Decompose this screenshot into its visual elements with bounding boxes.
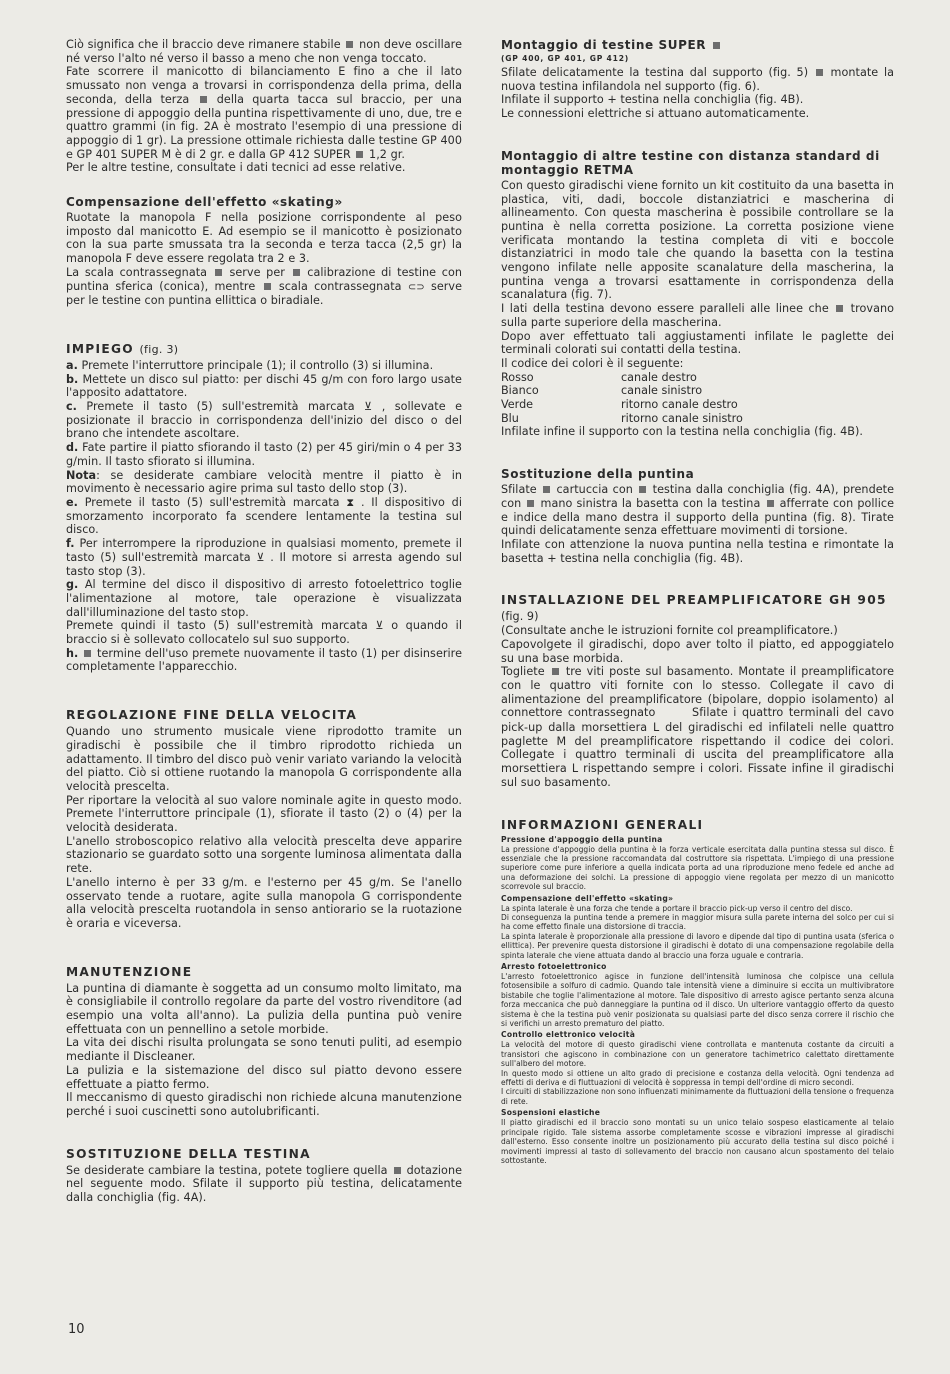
super-paragraph: Infilate il supporto + testina nella conchiglia (fig. 4B).: [501, 93, 804, 107]
velocita-paragraph: L'anello interno è per 33 g/m. e l'esterno per 45 g/m. Se l'anello osservato tende a ruotare, agite sulla manopola G corrispondente alla velocità prescelta ruotandola in senso antiorario se la ruotazione è oraria e viceversa.: [66, 875, 462, 930]
puntina-paragraph: Infilate con attenzione la nuova puntina nella testina e rimontate la basetta + testina nella conchiglia (fig. 4B).: [501, 537, 894, 565]
manutenzione-paragraph: La vita dei dischi risulta prolungata se sono tenuti puliti, ad esempio mediante il Discleaner.: [66, 1036, 462, 1064]
section-title-manutenzione: MANUTENZIONE: [66, 964, 193, 979]
square-marker-icon: [293, 269, 300, 276]
color-code-row: Bianco canale sinistro: [501, 384, 703, 398]
manutenzione-paragraph: La puntina di diamante è soggetta ad un consumo molto limitato, ma è consigliabile il controllo regolare da parte del vostro rivenditore (ad esempio una volta all'anno). La pulizia della puntina può venire effettuata con un pennellino a setole morbide.: [66, 981, 462, 1036]
super-paragraph: Le connessioni elettriche si attuano automaticamente.: [501, 107, 810, 121]
preamp-fig: (fig. 9): [501, 610, 539, 624]
section-title-impiego: IMPIEGO (fig. 3): [66, 341, 179, 356]
info-subtitle: Controllo elettronico velocità: [501, 1030, 636, 1040]
super-paragraph: Sfilate delicatamente la testina dal supporto (fig. 5) montate la nuova testina infilandola nel supporto (fig. 6).: [501, 66, 895, 93]
square-marker-icon: [215, 269, 222, 276]
section-subtitle-super: (GP 400, GP 401, GP 412): [501, 54, 630, 63]
skating-paragraph: La scala contrassegnata serve per calibrazione di testine con puntina sferica (conica), mentre scala contrassegnata ⊂⊃ serve per le testine con puntina ellittica o biradiale.: [66, 265, 463, 308]
velocita-paragraph: Per riportare la velocità al suo valore nominale agite in questo modo. Premete l'interruttore principale (1), sfiorate il tasto (2) o (4) per la velocità desiderata.: [66, 793, 462, 835]
square-marker-icon: [527, 500, 534, 507]
info-paragraph: La pressione d'appoggio della puntina è la forza verticale esercitata dalla puntina stessa sul disco. È essenziale che la pressione raccomandata dal costruttore sia rispettata. L'impiego di una pressione superiore come pure inferiore a quella indicata porta ad una riproduzione meno fedele ed anche ad una deformazione dei solchi. La pressione di appoggio viene regolata per mezzo di un manicotto scorrevole sul braccio.: [501, 844, 894, 892]
ellipse-marker-icon: ⊂⊃: [407, 281, 425, 293]
section-title-preamp: INSTALLAZIONE DEL PREAMPLIFICATORE GH 905: [501, 593, 887, 608]
right-column: [501, 38, 894, 1165]
info-paragraph: La spinta laterale è una forza che tende a portare il braccio pick-up verso il centro del disco. Di conseguenza la puntina tende a premere in maggior misura sulla parete interna del solco per cui si ha come effetto finale una distorsione di traccia. La spinta laterale è proporzionale alla pressione di lavoro e dipende dal tipo di puntina usata (sferica o ellittica). Per prevenire questa distorsione il giradischi è dotato di una compensazione regolabile della spinta laterale che viene attuata dando al braccio una forza uguale e contraria.: [501, 903, 894, 960]
impiego-item: e. Premete il tasto (5) sull'estremità marcata ⧗ . Il dispositivo di smorzamento incorporato fa scendere lentamente la testina sul disco.: [66, 495, 462, 537]
section-title-skating: Compensazione dell'effetto «skating»: [66, 195, 343, 210]
retma-paragraph: I lati della testina devono essere paralleli alle linee che trovano sulla parte superiore della mascherina.: [501, 302, 895, 329]
puntina-paragraph: Sfilate cartuccia con testina dalla conchiglia (fig. 4A), prendete con mano sinistra la basetta con la testina afferrate con pollice e indice della mano destra il supporto della puntina (fig. 8). Tirate quindi delicatamente senza effettuare movimenti di torsione.: [501, 483, 895, 538]
page-number: 10: [68, 1322, 85, 1337]
square-marker-icon: [543, 486, 550, 493]
impiego-item: b. Mettete un disco sul piatto: per dischi 45 g/m con foro largo usate l'apposito adattatore.: [66, 372, 462, 400]
section-title-retma: Montaggio di altre testine con distanza standard di montaggio RETMA: [501, 148, 880, 177]
section-title-testina: SOSTITUZIONE DELLA TESTINA: [66, 1146, 311, 1161]
square-marker-icon: [552, 668, 559, 675]
square-marker-icon: [356, 151, 363, 158]
retma-paragraph: Con questo giradischi viene fornito un kit costituito da una basetta in plastica, viti, dadi, boccole distanziatrici e mascherina di allineamento. Con questa mascherina è possibile controllare se la puntina è nella corretta posizione. La corretta posizione viene verificata montando la testina completa di viti e boccole distanziatrici in modo tale che quando la basetta con la testina vengono infilate nelle apposite scanalature della mascherina, la puntina venga a trovarsi esattamente in corrispondenza della scanalatura (fig. 7).: [501, 178, 894, 302]
intro-paragraph: Per le altre testine, consultate i dati tecnici ad esse relative.: [66, 161, 406, 175]
impiego-item: a. Premete l'interruttore principale (1); il controllo (3) si illumina.: [66, 358, 434, 372]
manutenzione-paragraph: Il meccanismo di questo giradischi non richiede alcuna manutenzione perché i suoi cuscinetti sono autolubrificanti.: [66, 1091, 462, 1118]
velocita-paragraph: L'anello stroboscopico relativo alla velocità prescelta deve apparire stazionario se guardato sotto una sorgente luminosa alimentata dalla rete.: [66, 834, 462, 876]
info-paragraph: La velocità del motore di questo giradischi viene controllata e mantenuta costante da circuiti a transistori che agiscono in combinazione con un generatore tachimetrico calettato direttamente sull'albero del motore. In questo modo si ottiene un alto grado di precisione e costanza della velocità. Ogni tendenza ad effetti di deriva e di fluttuazioni di velocità è soppressa in tempi dell'ordine di micro secondi. I circuiti di stabilizzazione non sono influenzati minimamente da fluttuazioni della tensione o frequenza di rete.: [501, 1040, 894, 1106]
square-marker-icon: [816, 69, 823, 76]
color-code-table: [501, 371, 894, 426]
connector-symbol-icon: [661, 708, 687, 719]
info-paragraph: L'arresto fotoelettronico agisce in funzione dell'intensità luminosa che colpisce una cellula fotosensibile a solfuro di cadmio. Quando tale intensità viene a diminuire si eccita un multivibratore bistabile che toglie l'alimentazione al motore. Tale dispositivo di arresto agisce pertanto senza alcuna forza meccanica che può danneggiare la puntina od il disco. Un ulteriore vantaggio offerto da questo sistema è che la testina può venir posizionata su qualsiasi parte del disco senza correre il rischio che si verifichi un arresto prematuro del piatto.: [501, 972, 894, 1029]
square-marker-icon: [264, 283, 271, 290]
square-marker-icon: [836, 305, 843, 312]
retma-paragraph: Dopo aver effettuato tali aggiustamenti infilate le paglette dei terminali colorati sui contatti della testina.: [501, 329, 894, 357]
intro-paragraph: Ciò significa che il braccio deve rimanere stabile non deve oscillare né verso l'alto né verso il basso a meno che non venga toccato.: [66, 38, 463, 65]
retma-paragraph: Il codice dei colori è il seguente:: [501, 356, 684, 370]
info-subtitle: Compensazione dell'effetto «skating»: [501, 893, 674, 903]
preamp-paragraph: Togliete tre viti poste sul basamento. Montate il preamplificatore con le quattro viti fornite con lo stesso. Collegate il cavo di alimentazione del preamplificatore (bipolare, doppio isolamento) al connettore contrassegnato Sfilate i quattro terminali del cavo pick-up dalla morsettiera L del giradischi ed infilateli nelle quattro paglette M del preamplificatore rispettando il codice dei colori. Collegate i quattro terminali di uscita del preamplificatore alla morsettiera L rispettando sempre i colori. Fissate infine il giradischi sul suo basamento.: [501, 665, 895, 789]
impiego-note: Nota: se desiderate cambiare velocità mentre il piatto è in movimento è necessario agire prima sul tasto dello stop (3).: [66, 468, 462, 496]
section-title-velocita: REGOLAZIONE FINE DELLA VELOCITA: [66, 708, 358, 723]
impiego-item: h. termine dell'uso premete nuovamente il tasto (1) per disinserire completamente l'apparecchio.: [66, 646, 463, 674]
velocita-paragraph: Quando uno strumento musicale viene riprodotto tramite un giradischi è possibile che il timbro riprodotto richieda un adattamento. Il timbro del disco può venir variato variando la velocità del piatto. Ciò si ottiene ruotando la manopola G corrispondente alla velocità prescelta.: [66, 725, 462, 793]
intro-paragraph: Fate scorrere il manicotto di bilanciamento E fino a che il lato smussato non venga a trovarsi in corrispondenza della prima, della seconda, della terza della quarta tacca sul braccio, per una pressione di appoggio della puntina rispettivamente di uno, due, tre e quattro grammi (in fig. 2A è mostrato l'esempio di una pressione di appoggio di 1 gr). La pressione ottimale richiesta dalle testine GP 400 e GP 401 SUPER M è di 2 gr. e dalla GP 412 SUPER 1,2 gr.: [66, 65, 463, 161]
impiego-item: g. Al termine del disco il dispositivo di arresto fotoelettrico toglie l'alimentazione al motore, tale operazione è visualizzata dall'illuminazione del tasto stop.: [66, 578, 462, 619]
info-subtitle: Arresto fotoelettronico: [501, 962, 607, 971]
square-marker-icon: [639, 486, 646, 493]
info-small-print: [501, 835, 894, 1166]
square-marker-icon: [767, 500, 774, 507]
impiego-item: f. Per interrompere la riproduzione in qualsiasi momento, premete il tasto (5) sull'estremità marcata ⊻ . Il motore si arresta agendo sul tasto stop (3).: [66, 537, 462, 578]
section-title-info: INFORMAZIONI GENERALI: [501, 817, 704, 832]
preamp-paragraph: Capovolgete il giradischi, dopo aver tolto il piatto, ed appoggiatelo su una base morbida.: [501, 637, 894, 665]
section-title-super: Montaggio di testine SUPER: [501, 38, 894, 52]
impiego-item: d. Fate partire il piatto sfiorando il tasto (2) per 45 giri/min o 4 per 33 g/min. Il tasto sfiorato si illumina.: [66, 441, 462, 468]
impiego-item: c. Premete il tasto (5) sull'estremità marcata ⊻ , sollevate e posizionate il braccio in corrispondenza dell'inizio del disco o del brano che intendete ascoltare.: [66, 400, 463, 441]
preamp-paragraph: (Consultate anche le istruzioni fornite col preamplificatore.): [501, 624, 838, 638]
left-column: [66, 38, 462, 1205]
color-code-row: Verde ritorno canale destro: [501, 398, 738, 412]
skating-paragraph: Ruotate la manopola F nella posizione corrispondente al peso imposto dal manicotto E. Ad esempio se il manicotto è posizionato con la sua parte smussata tra la seconda e terza tacca (2,5 gr) la manopola F deve essere regolata tra 2 e 3.: [66, 211, 462, 266]
info-paragraph: Il piatto giradischi ed il braccio sono montati su un unico telaio sospeso elasticamente al telaio principale rigido. Tale sistema assorbe completamente scosse e vibrazioni impresse al giradischi dall'esterno. Esso consente inoltre un posizionamento più accurato della testina sul disco poiché i movimenti impressi al tasto di sollevamento del braccio non causano alcun spostamento del telaio sottostante.: [501, 1118, 894, 1165]
impiego-item: Premete quindi il tasto (5) sull'estremità marcata ⊻ o quando il braccio si è sollevato collocatelo sul suo supporto.: [66, 619, 462, 647]
retma-paragraph: Infilate infine il supporto con la testina nella conchiglia (fig. 4B).: [501, 425, 863, 439]
square-marker-icon: [346, 41, 353, 48]
square-marker-icon: [200, 96, 207, 103]
info-subtitle: Sospensioni elastiche: [501, 1108, 601, 1118]
square-marker-icon: [84, 650, 91, 657]
manutenzione-paragraph: La pulizia e la sistemazione del disco sul piatto devono essere effettuate a piatto fermo.: [66, 1063, 462, 1091]
square-marker-icon: [394, 1167, 401, 1174]
color-code-row: Rosso canale destro: [501, 370, 697, 384]
square-marker-icon: [713, 42, 720, 49]
testina-paragraph: Se desiderate cambiare la testina, potete togliere quella dotazione nel seguente modo. Sfilate il supporto più testina, delicatamente dalla conchiglia (fig. 4A).: [66, 1163, 463, 1205]
info-subtitle: Pressione d'appoggio della puntina: [501, 834, 663, 844]
color-code-row: Blu ritorno canale sinistro: [501, 411, 743, 425]
section-title-puntina: Sostituzione della puntina: [501, 467, 695, 482]
